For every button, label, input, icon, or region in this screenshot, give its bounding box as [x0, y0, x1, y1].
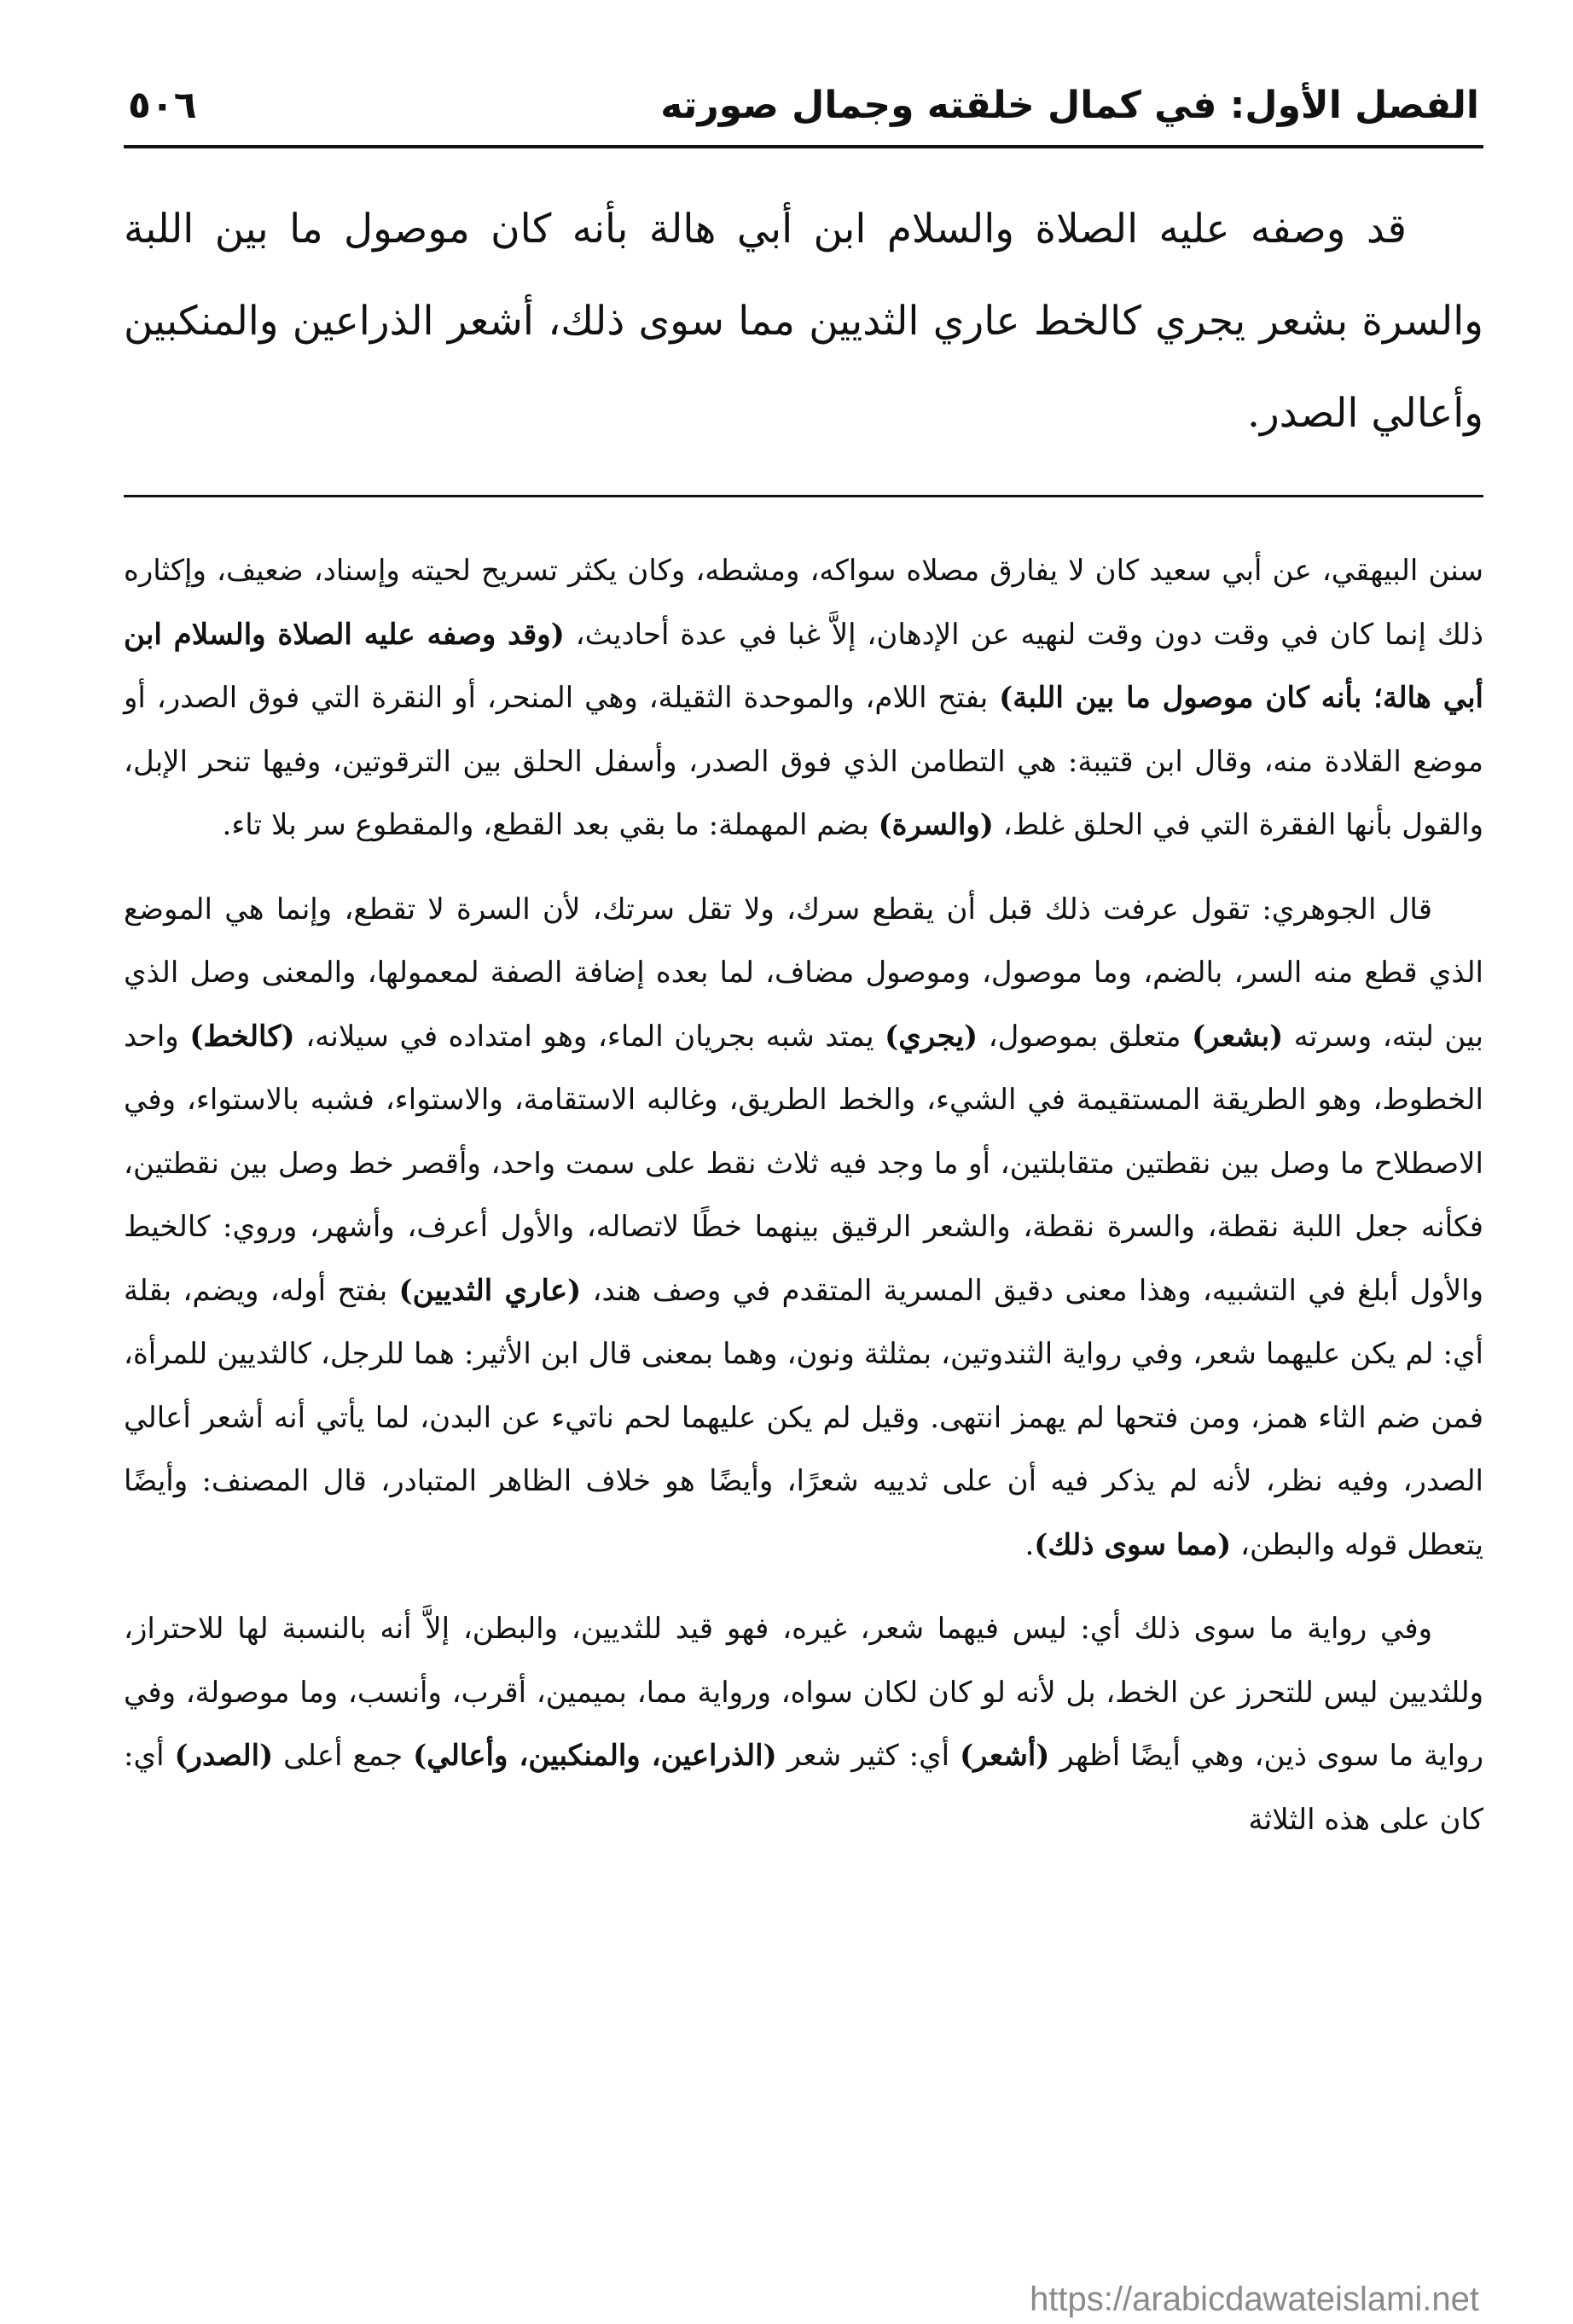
- quoted-phrase: (كالخط): [189, 1019, 295, 1054]
- source-watermark: https://arabicdawateislami.net: [1030, 2280, 1479, 2318]
- commentary-block: [124, 539, 1483, 1872]
- commentary-text: .: [1024, 1527, 1035, 1562]
- main-text: قد وصفه عليه الصلاة والسلام ابن أبي هالة بأنه كان موصول ما بين اللبة والسرة بشعر يجري كالخط عاري الثديين مما سوى ذلك، أشعر الذراعين والمنكبين وأعالي الصدر.: [124, 206, 1483, 437]
- chapter-title: الفصل الأول: في كمال خلقته وجمال صورته: [660, 83, 1479, 127]
- quoted-phrase: (الذراعين، والمنكبين، وأعالي): [413, 1739, 777, 1773]
- commentary-paragraph-2: [124, 878, 1483, 1577]
- commentary-text: جمع أعلى: [273, 1739, 414, 1773]
- quoted-phrase: (والسرة): [878, 808, 994, 842]
- header-rule: [124, 145, 1483, 148]
- commentary-text: قال الجوهري: تقول عرفت ذلك قبل أن يقطع سرك، ولا تقل سرتك، لأن السرة لا تقطع، وإنما هي الموضع الذي قطع منه السر، بالضم، وما موصول، وموصول مضاف، لما بعده إضافة الصفة لمعمولها، والمعنى وصل الذي بين لبته، وسرته: [124, 892, 1484, 1054]
- quoted-phrase: (أشعر): [960, 1739, 1050, 1773]
- quoted-phrase: (الصدر): [174, 1739, 274, 1773]
- commentary-paragraph-1: [124, 539, 1483, 857]
- running-header: [128, 67, 1479, 143]
- commentary-text: بفتح اللام، والموحدة الثقيلة، وهي المنحر، أو النقرة التي فوق الصدر، أو موضع القلادة منه، وقال ابن قتيبة: هي التطامن الذي فوق الصدر، وأسفل الحلق بين الترقوتين، وفيها تنحر الإبل، والقول بأنها الفقرة التي في الحلق غلط،: [124, 681, 1483, 842]
- commentary-text: متعلق بموصول،: [978, 1019, 1193, 1054]
- commentary-text: سنن البيهقي، عن أبي سعيد كان لا يفارق مصلاه سواكه، ومشطه، وكان يكثر تسريح لحيته وإسناد، ضعيف، وإكثاره ذلك إنما كان في وقت دون وقت لنهيه عن الإدهان، إلاَّ غبا في عدة أحاديث،: [124, 554, 1483, 652]
- page-number: ٥٠٦: [128, 83, 197, 127]
- quoted-phrase: (عاري الثديين): [398, 1273, 582, 1308]
- quoted-phrase: (مما سوى ذلك): [1034, 1527, 1232, 1562]
- commentary-text: بضم المهملة: ما بقي بعد القطع، والمقطوع سر بلا تاء.: [222, 808, 879, 842]
- commentary-text: وفي رواية ما سوى ذلك أي: ليس فيهما شعر، غيره، فهو قيد للثديين، والبطن، إلاَّ أنه بالنسبة لها للاحتراز، وللثديين ليس للتحرز عن الخط، بل لأنه لو كان لكان سواه، ورواية مما، بميمين، أقرب، وأنسب، وما موصولة، وفي رواية ما سوى ذين، وهي أيضًا أظهر: [124, 1612, 1483, 1773]
- commentary-text: أي: كثير شعر: [776, 1739, 961, 1773]
- commentary-text: واحد الخطوط، وهو الطريقة المستقيمة في الشيء، والخط الطريق، وغالبه الاستقامة، والاستواء، فشبه بالاستواء، وفي الاصطلاح ما وصل بين نقطتين متقابلتين، أو ما وجد فيه ثلاث نقط على سمت واحد، وأقصر خط وصل بين نقطتين، فكأنه جعل اللبة نقطة، والسرة نقطة، والشعر الرقيق بينهما خطًا لاتصاله، والأول أعرف، وأشهر، وروي: كالخيط والأول أبلغ في التشبيه، وهذا معنى دقيق المسرية المتقدم في وصف هند،: [124, 1019, 1483, 1308]
- commentary-text: أي: كان على هذه الثلاثة: [124, 1739, 1483, 1837]
- quoted-phrase: (وقد وصفه عليه الصلاة والسلام ابن أبي هالة؛ بأنه كان موصول ما بين اللبة): [124, 617, 1483, 715]
- main-text-block: [124, 183, 1483, 460]
- commentary-text: بفتح أوله، ويضم، بقلة أي: لم يكن عليهما شعر، وفي رواية الثندوتين، بمثلثة ونون، وهما بمعنى قال ابن الأثير: هما للرجل، كالثديين للمرأة، فمن ضم الثاء همز، ومن فتحها لم يهمز انتهى. وقيل لم يكن عليهما لحم ناتيء عن البدن، لما يأتي أنه أشعر أعالي الصدر، وفيه نظر، لأنه لم يذكر فيه أن على ثدييه شعرًا، وأيضًا هو خلاف الظاهر المتبادر، قال المصنف: وأيضًا يتعطل قوله والبطن،: [124, 1273, 1483, 1562]
- commentary-text: يمتد شبه بجريان الماء، وهو امتداده في سيلانه،: [294, 1019, 885, 1054]
- footnote-divider: [124, 495, 1483, 497]
- quoted-phrase: (يجري): [885, 1019, 978, 1054]
- quoted-phrase: (بشعر): [1192, 1019, 1284, 1054]
- commentary-paragraph-3: [124, 1597, 1483, 1851]
